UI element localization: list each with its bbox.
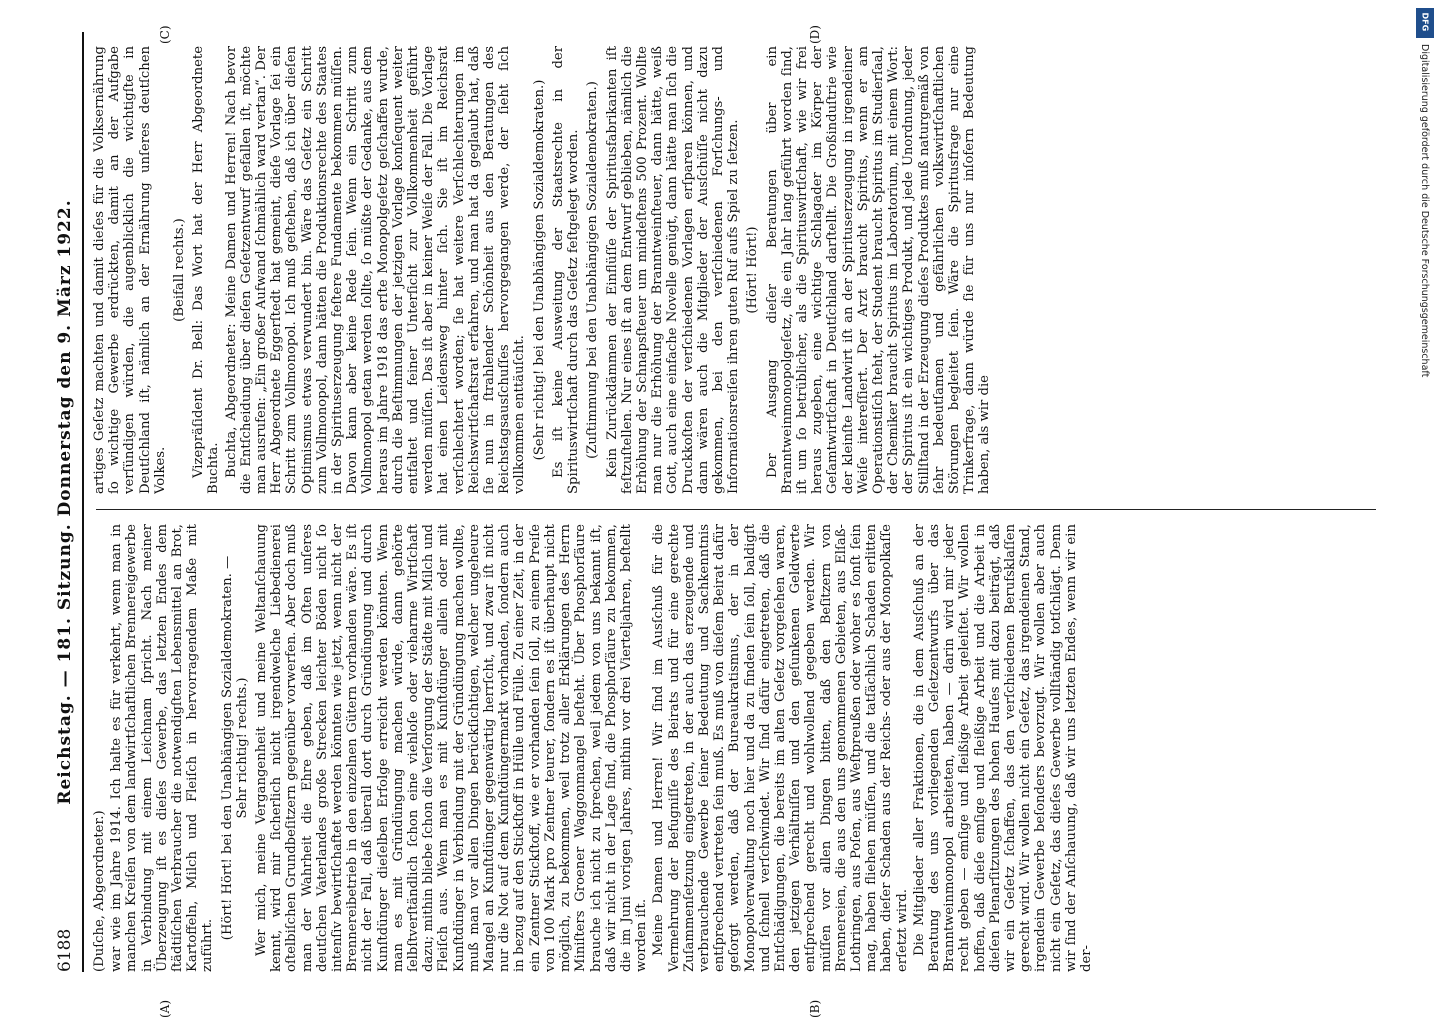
margin-mark-b: (B): [808, 999, 822, 1018]
page-header: [48, 32, 84, 972]
paragraph: Es iſt keine Ausweitung der Staatsrechte in der Spirituswirtſchaft durch das Geſetz feſtgelegt worden.: [550, 46, 582, 494]
paragraph: Die Mitglieder aller Fraktionen, die in dem Ausſchuß an der Beratung des uns vorliegenden Geſetzentwurfs über das Branntweinmonopol arbeiteten, haben — darin wird mir jeder recht geben — emſige und fleißige Arbeit geleiſtet. Wir wollen hoffen, daß dieſe emſige und fleißige Arbeit und die Arbeit in dieſen Plenarſitzungen des hohen Hauſes mit dazu beiträgt, daß wir ein Geſetz ſchaffen, das den verſchiedenen Berufsklaſſen gerecht wird. Wir wollen nicht ein Geſetz, das irgendeinen Stand, irgendein Gewerbe beſonders bevorzugt. Wir wollen aber auch nicht ein Geſetz, das dieſes Gewerbe vollſtändig totſchlägt. Denn wir ſind der Anſchauung, daß wir uns letzten Endes, wenn wir ein der-: [911, 524, 1094, 972]
dfg-logo: DFG: [1416, 8, 1434, 38]
paragraph: Buchta, Abgeordneter: Meine Damen und Herren! Nach bevor die Entſcheidung über dieſen Geſetzentwurf gefallen iſt, möchte man ausrufen: „Ein großer Aufwand ſchmählich ward vertan“. Der Herr Abgeordnete Eggerſtedt hat gemeint, dieſe Vorlage ſei ein Schritt zum Vollmonopol. Ich muß geſtehen, daß ich über dieſen Optimismus etwas verwundert bin. Wäre das Geſetz ein Schritt zum Vollmonopol, dann hätten die Produktionsrechte des Staates in der Spirituserzeugung feſtere Fundamente bekommen müſſen. Davon kann aber keine Rede ſein. Wenn ein Schritt zum Vollmonopol getan werden ſollte, ſo müßte der Gedanke, aus dem heraus im Jahre 1918 das erſte Monopolgeſetz geſchaffen wurde, durch die Beſtimmungen der jetzigen Vorlage konſequent weiter entfaltet und feiner Unterſicht zur Vollkommenheit geführt werden müſſen. Das iſt aber in keiner Weiſe der Fall. Die Vorlage hat einen Leidensweg hinter ſich. Sie iſt im Reichsrat verſchlechtert worden; ſie hat weitere Verſchlechterungen im Reichswirtſchaftsrat erfahren, und man hat da geglaubt hat, daß ſie nun in ſtrahlender Schönheit aus den Beratungen des Reichstagsausſchuſſes hervorgegangen werde, der ſieht ſich vollkommen enttäuſcht.: [223, 46, 528, 494]
margin-mark-d: (D): [808, 25, 822, 44]
left-column: [92, 524, 1392, 972]
paragraph: artiges Geſetz machten und damit dieſes für die Volksernährung ſo wichtige Gewerbe erdrückten, damit an der Aufgabe verſündigen würden, die augenblicklich die wichtigſte in Deutſchland iſt, nämlich an der Ernährung unſeres deutſchen Volkes.: [92, 46, 168, 494]
page-number: 6188: [55, 928, 75, 972]
speaker-intro: Vizepräſident Dr. Bell: Das Wort hat der Herr Abgeordnete Buchta.: [191, 46, 222, 494]
session-title: Reichstag. — 181. Sitzung. Donnerstag den 9. März 1922.: [55, 199, 75, 805]
column-divider: [96, 509, 1376, 510]
digitization-sidebar: [1416, 8, 1434, 998]
interjection: (Hört! Hört! bei den Unabhängigen Sozialdemokraten. — Sehr richtig! rechts.): [219, 555, 250, 941]
speaker-reference: (Duſche, Abgeordneter.): [92, 810, 107, 972]
interjection: (Zuſtimmung bei den Unabhängigen Sozialdemokraten.): [585, 81, 601, 459]
paragraph: war wie im Jahre 1914. Ich halte es für verkehrt, wenn man in manchen Kreiſen von dem landwirtſchaftlichen Brennereigewerbe in Verbindung mit einem Leichnam ſpricht. Nach meiner Überzeugung iſt es dieſes Gewerbe, das letzten Endes dem ſtädtiſchen Verbraucher die notwendigſten Lebensmittel an Brot, Kartoffeln, Milch und Fleiſch in hervorragendem Maße mit zuführt.: [109, 524, 216, 972]
interjection: (Beifall rechts.): [172, 218, 188, 322]
rotated-document-page: [48, 25, 1413, 1018]
margin-mark-a: (A): [158, 999, 172, 1018]
interjection: (Sehr richtig! bei den Unabhängigen Sozialdemokraten.): [531, 79, 547, 461]
margin-mark-c: (C): [158, 25, 172, 44]
right-column: [92, 46, 1392, 494]
paragraph: Meine Damen und Herren! Wir ſind im Ausſchuß für die Vermehrung der Befugniſſe des Beirats und für eine gerechte Zuſammenſetzung eingetreten, in der auch das erzeugende und verbrauchende Gewerbe ſeiner Bedeutung und Sachkenntnis entſprechend vertreten ſein muß. Es muß von dieſem Beirat dafür geſorgt werden, daß der Bureaukratismus, der in der Monopolverwaltung noch hier und da zu finden ſein ſoll, baldigſt und ſchnell verſchwindet. Wir ſind dafür eingetreten, daß die Entſchädigungen, die bereits im alten Geſetz vorgeſehen waren, den jetzigen Verhältniſſen und den geſunkenen Geldwerte entſprechend gerecht und wohlwollend gegeben werden. Wir müſſen vor allen Dingen bitten, daß den Beſitzern von Brennereien, die aus den uns genommenen Gebieten, aus Elſaß-Lothringen, aus Poſen, aus Weſtpreußen oder woher es ſonſt ſein mag, haben fliehen müſſen, und die tatſächlich Schaden erlitten haben, dieſer Schaden aus der Reichs- oder aus der Monopolkaſſe erſetzt wird.: [651, 524, 910, 972]
paragraph: Der Ausgang dieſer Beratungen über ein Branntweinmonopolgeſetz, die ein Jahr lang geführt worden ſind, iſt um ſo betrüblicher, als die Spirituswirtſchaft, wie wir frei heraus zugeben, eine wichtige Schlagader im Körper der Geſamtwirtſchaft in Deutſchland darſtellt. Die Großinduſtrie wie der kleinſte Landwirt iſt an der Spirituserzeugung in irgendeiner Weiſe intereſſiert. Der Arzt braucht Spiritus, wenn er am Operationstiſch ſteht, der Student braucht Spiritus im Studierſaal, der Chemiker braucht Spiritus im Laboratorium, mit einem Wort: der Spiritus iſt ein wichtiges Produkt, und jede Unordnung, jeder Stillſtand in der Erzeugung dieſes Produktes muß naturgemäß von ſehr bedeutſamen und gefährlichen volkswirtſchaftlichen Störungen begleitet ſein. Wäre die Spiritusfrage nur eine Trinkerfrage, dann würde ſie für uns nur inſofern Bedeutung haben, als wir die: [764, 46, 993, 494]
paragraph: Wer mich, meine Vergangenheit und meine Weltanſchauung kennt, wird mir ſicherlich nicht irgendwelche Liebedienerei oſtelbiſchen Grundbeſitzern gegenüber vorwerfen. Aber doch muß man der Wahrheit die Ehre geben, daß im Oſten unſeres deutſchen Vaterlandes große Strecken leichter Böden nicht ſo intenſiv bewirtſchaftet werden könnten wie jetzt, wenn nicht der Brennereibetrieb in den einzelnen Gütern vorhanden wäre. Es iſt nicht der Fall, daß überall dort durch Gründüngung und durch Kunſtdünger dieſelben Erfolge erreicht werden könnten. Wenn man es mit Gründüngung machen würde, dann gehörte ſelbſtverſtändlich ſchon eine viehloſe oder vieharme Wirtſchaft dazu; mithin bliebe ſchon die Verſorgung der Städte mit Milch und Fleiſch aus. Wenn man es mit Kunſtdünger allein oder mit Kunſtdünger in Verbindung mit der Gründüngung machen wollte, muß man vor allen Dingen berückſichtigen, welcher ungeheure Mangel an Kunſtdünger gegenwärtig herrſcht, und zwar iſt nicht nur die Not auf dem Kunſtdüngermarkt vorhanden, ſondern auch in bezug auf den Stickſtoff in Hülle und Fülle. Zu einer Zeit, in der ein Zentner Stickſtoff, wie er vorhanden ſein ſoll, zu einem Preiſe von 100 Mark pro Zentner teurer, ſondern es iſt überhaupt nicht möglich, zu bekommen, weil trotz aller Erklärungen des Herrn Miniſters Groener Waggonmangel beſteht. Über Phosphorſäure brauche ich nicht zu ſprechen, weil jedem von uns bekannt iſt, daß wir nicht in der Lage ſind, die Phosphorſäure zu bekommen, die im Juni vorigen Jahres, mithin vor drei Vierteljahren, beſtellt worden iſt.: [254, 524, 650, 972]
paragraph: Kein Zurückdämmen der Einflüſſe der Spiritusfabrikanten iſt feſtzuſtellen. Nur eines iſt an dem Entwurf geblieben, nämlich die Erhöhung der Schnapsſteuer um mindeſtens 500 Prozent. Wollte man nur die Erhöhung der Branntweinſteuer, dann hätte, weiß Gott, auch eine einfache Novelle genügt, dann hätte man ſich die Druckkoſten der verſchiedenen Vorlagen erſparen können, und dann wären auch die Mitglieder der Ausſchüſſe nicht dazu gekommen, bei den verſchiedenen Forſchungs- und Informationsreiſen ihren guten Ruf aufs Spiel zu ſetzen.: [604, 46, 742, 494]
interjection: (Hört! Hört!): [745, 226, 761, 314]
digitization-credit: Digitalisierung gefördert durch die Deutsche Forschungsgemeinschaft: [1419, 44, 1430, 378]
